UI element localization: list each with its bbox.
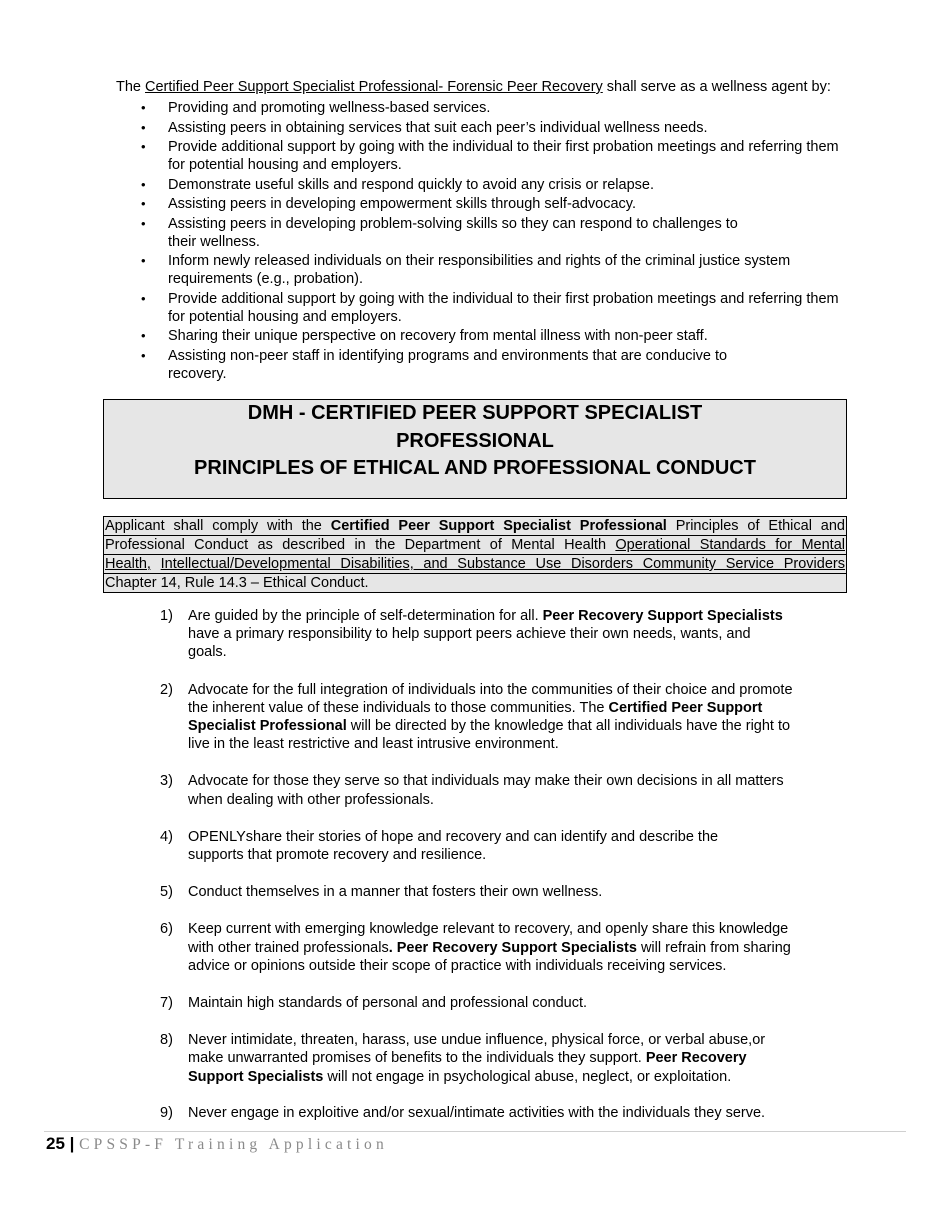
bullet-text: Assisting peers in obtaining services that suit each peer’s individual wellness needs. <box>168 119 708 136</box>
principle-text: with other trained professionals <box>188 939 389 956</box>
page-number: 25 <box>46 1134 65 1153</box>
principle-text: Advocate for those they serve so that individuals may make their own decisions in all matters <box>188 773 784 790</box>
bullet-item <box>138 119 898 137</box>
principle-text: Advocate for the full integration of individuals into the communities of their choice and promote <box>188 681 793 698</box>
intro-suffix: shall serve as a wellness agent by: <box>602 79 831 95</box>
principle-number: 7) <box>160 995 173 1012</box>
principle-text: will not engage in psychological abuse, neglect, or exploitation. <box>323 1068 732 1085</box>
compliance-text: Professional Conduct as described in the Department of Mental Health <box>105 537 616 553</box>
bullet-item <box>138 176 898 194</box>
principle-text: advice or opinions outside their scope of practice with individuals receiving services. <box>188 957 727 974</box>
principle-item <box>160 994 850 1012</box>
intro-sentence <box>116 79 916 96</box>
bullet-text: recovery. <box>168 365 227 382</box>
compliance-text: Principles of Ethical and <box>666 518 845 534</box>
principle-text: Keep current with emerging knowledge relevant to recovery, and openly share this knowledge <box>188 921 789 938</box>
principle-emphasis: Certified Peer Support <box>608 699 763 716</box>
bullet-item <box>138 290 898 326</box>
compliance-bold-title: Certified Peer Support Specialist Professional <box>330 518 667 534</box>
bullet-text: Sharing their unique perspective on recovery from mental illness with non-peer staff. <box>168 328 708 344</box>
section-title-line-3: PRINCIPLES OF ETHICAL AND PROFESSIONAL CONDUCT <box>194 457 756 479</box>
compliance-text: Applicant shall comply with the <box>105 518 331 534</box>
principle-emphasis: . Peer Recovery Support Specialists <box>388 939 637 956</box>
standards-reference: Intellectual/Developmental Disabilities, and Substance Use Disorders Community Service Providers <box>160 556 845 572</box>
principle-text: make unwarranted promises of benefits to the individuals they support. <box>188 1050 646 1067</box>
principle-text: goals. <box>188 644 227 661</box>
principle-text: Never engage in exploitive and/or sexual/intimate activities with the individuals they serve. <box>188 1105 766 1122</box>
principle-number: 2) <box>160 681 173 698</box>
principle-text: have a primary responsibility to help support peers achieve their own needs, wants, and <box>188 626 751 643</box>
bullet-text: Provide additional support by going with the individual to their first probation meetings and referring them <box>168 139 839 155</box>
compliance-line-2 <box>104 536 846 555</box>
compliance-line-3 <box>104 555 846 574</box>
bullet-item <box>138 195 898 213</box>
compliance-line-4: Chapter 14, Rule 14.3 – Ethical Conduct. <box>105 575 369 591</box>
principle-number: 4) <box>160 828 173 845</box>
bullet-item <box>138 99 898 117</box>
bullet-text: Provide additional support by going with the individual to their first probation meetings and referring them <box>168 290 839 307</box>
principle-text: supports that promote recovery and resilience. <box>188 847 487 864</box>
compliance-line-1 <box>104 517 846 536</box>
footer-document-title: CPSSP-F Training Application <box>79 1136 388 1153</box>
principle-item <box>160 920 850 975</box>
bullet-text: Assisting peers in developing empowerment skills through self-advocacy. <box>168 196 636 212</box>
principle-emphasis: Support Specialists <box>188 1068 324 1085</box>
footer-separator: | <box>64 1134 80 1153</box>
section-title-line-2: PROFESSIONAL <box>396 429 554 452</box>
principle-text: Maintain high standards of personal and professional conduct. <box>188 995 588 1012</box>
bullet-text: their wellness. <box>168 233 260 250</box>
section-title-box <box>103 399 847 499</box>
principle-text: OPENLYshare their stories of hope and recovery and can identify and describe the <box>188 828 719 845</box>
wellness-agent-bullet-list <box>138 99 898 384</box>
principle-text: when dealing with other professionals. <box>188 791 434 808</box>
principle-item <box>160 607 850 662</box>
bullet-text: Providing and promoting wellness-based services. <box>168 100 491 116</box>
principle-number: 1) <box>160 608 173 624</box>
principle-text: Conduct themselves in a manner that fosters their own wellness. <box>188 884 603 901</box>
bullet-item <box>138 215 898 251</box>
principle-item <box>160 681 850 754</box>
bullet-text: Assisting peers in developing problem-solving skills so they can respond to challenges to <box>168 215 738 232</box>
principle-text: the inherent value of these individuals to those communities. The <box>188 699 609 716</box>
compliance-statement-box <box>103 516 847 593</box>
bullet-text: Inform newly released individuals on their responsibilities and rights of the criminal justice system <box>168 253 791 269</box>
principle-item <box>160 772 850 808</box>
bullet-text: Demonstrate useful skills and respond quickly to avoid any crisis or relapse. <box>168 176 654 193</box>
principle-emphasis: Peer Recovery <box>645 1050 747 1067</box>
footer-divider <box>44 1131 906 1132</box>
principle-item <box>160 828 850 864</box>
bullet-text: Assisting non-peer staff in identifying programs and environments that are conducive to <box>168 347 728 364</box>
ethical-principles-list <box>160 607 850 1123</box>
bullet-item <box>138 138 898 174</box>
principle-number: 9) <box>160 1105 173 1122</box>
principle-text: Never intimidate, threaten, harass, use undue influence, physical force, or verbal abuse,or <box>188 1032 766 1049</box>
bullet-text: for potential housing and employers. <box>168 308 402 325</box>
bullet-item <box>138 327 898 345</box>
principle-text: will be directed by the knowledge that all individuals have the right to <box>346 718 791 735</box>
principle-item <box>160 1031 850 1086</box>
intro-prefix: The <box>116 79 146 95</box>
principle-number: 8) <box>160 1032 173 1049</box>
standards-reference: Health, <box>105 556 151 572</box>
bullet-item <box>138 252 898 288</box>
principle-number: 3) <box>160 773 173 790</box>
bullet-item <box>138 347 898 383</box>
principle-emphasis: Peer Recovery Support Specialists <box>542 608 783 624</box>
intro-title: Certified Peer Support Specialist Professional- Forensic Peer Recovery <box>145 79 603 95</box>
bullet-text: requirements (e.g., probation). <box>168 271 364 287</box>
principle-item <box>160 1104 850 1122</box>
principle-text: live in the least restrictive and least intrusive environment. <box>188 736 559 753</box>
principle-text: will refrain from sharing <box>636 939 791 956</box>
section-title-line-1: DMH - CERTIFIED PEER SUPPORT SPECIALIST <box>247 402 703 424</box>
principle-number: 5) <box>160 884 173 901</box>
standards-reference: Operational Standards for Mental <box>615 537 845 553</box>
principle-number: 6) <box>160 921 173 938</box>
principle-emphasis: Specialist Professional <box>188 718 347 735</box>
page-footer <box>46 1134 388 1154</box>
principle-text: Are guided by the principle of self-determination for all. <box>188 608 543 624</box>
principle-item <box>160 883 850 901</box>
bullet-text: for potential housing and employers. <box>168 157 402 173</box>
